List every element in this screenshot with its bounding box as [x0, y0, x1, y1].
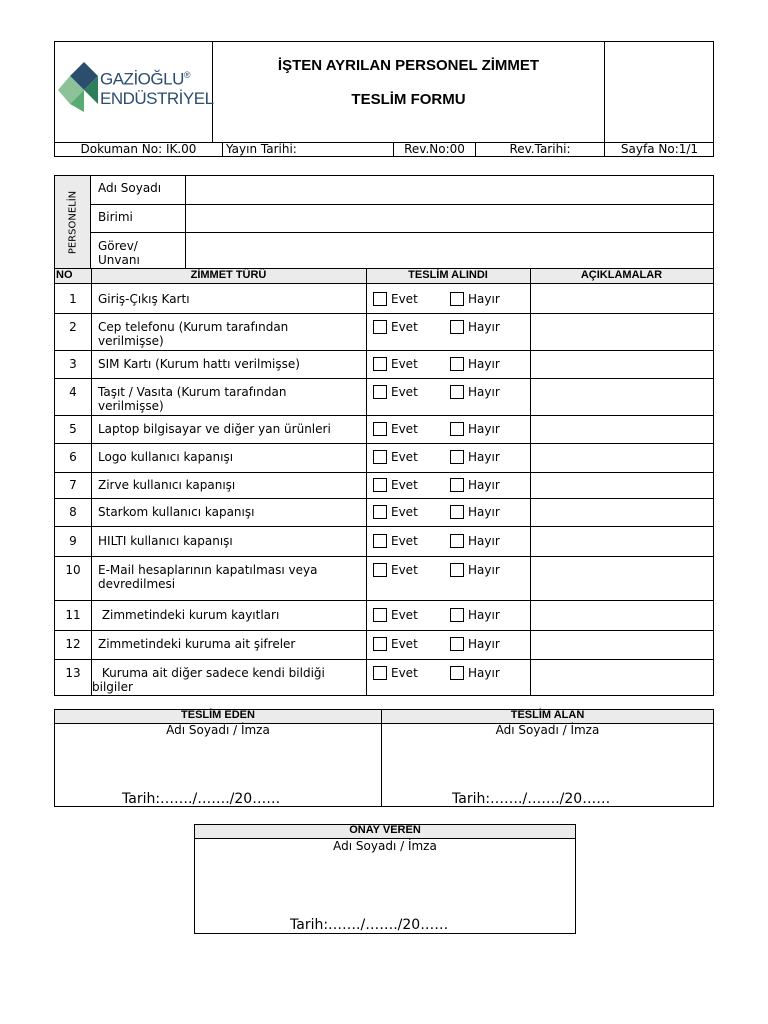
evet-checkbox[interactable] — [373, 292, 387, 306]
unit-field[interactable] — [187, 205, 712, 231]
row-notes-cell[interactable] — [532, 499, 712, 525]
evet-checkbox[interactable] — [373, 478, 387, 492]
personnel-side-label: PERSONELİN — [67, 190, 79, 255]
evet-label: Evet — [391, 637, 418, 651]
row-item-line1: SIM Kartı (Kurum hattı verilmişse) — [98, 357, 300, 371]
name-label: Adı Soyadı — [98, 181, 162, 195]
giver-title: TESLİM EDEN — [181, 709, 255, 721]
hayir-label: Hayır — [468, 292, 500, 306]
evet-option[interactable] — [373, 357, 418, 371]
row-number: 7 — [69, 478, 77, 492]
col-received-header: TESLİM ALINDI — [408, 269, 488, 281]
row-item-line1: HILTI kullanıcı kapanışı — [98, 534, 233, 548]
col-notes-header: AÇIKLAMALAR — [580, 269, 663, 281]
hayir-option[interactable] — [450, 608, 500, 622]
row-number: 11 — [65, 608, 81, 622]
evet-option[interactable] — [373, 637, 418, 651]
evet-option[interactable] — [373, 478, 418, 492]
hayir-checkbox[interactable] — [450, 385, 464, 399]
hayir-checkbox[interactable] — [450, 422, 464, 436]
approver-title: ONAY VEREN — [349, 824, 421, 836]
approver-date[interactable]: Tarih:……./……./20…… — [290, 917, 449, 933]
row-notes-cell[interactable] — [532, 416, 712, 442]
row-item-line1: Kuruma ait diğer sadece kendi bildiği — [98, 666, 325, 680]
evet-option[interactable] — [373, 666, 418, 680]
evet-label: Evet — [391, 292, 418, 306]
evet-option[interactable] — [373, 320, 418, 334]
hayir-option[interactable] — [450, 637, 500, 651]
evet-checkbox[interactable] — [373, 357, 387, 371]
title-label-line2: Unvanı — [98, 253, 140, 267]
row-number: 4 — [69, 385, 77, 399]
receiver-date[interactable]: Tarih:……./……./20…… — [452, 791, 611, 807]
title-field[interactable] — [187, 233, 712, 267]
evet-label: Evet — [391, 478, 418, 492]
row-number: 1 — [69, 292, 77, 306]
receiver-title: TESLİM ALAN — [510, 709, 585, 721]
evet-option[interactable] — [373, 563, 418, 577]
row-notes-cell[interactable] — [532, 601, 712, 629]
row-notes-cell[interactable] — [532, 527, 712, 555]
hayir-checkbox[interactable] — [450, 637, 464, 651]
row-notes-cell[interactable] — [532, 660, 712, 694]
evet-checkbox[interactable] — [373, 505, 387, 519]
approver-name-sign: Adı Soyadı / İmza — [333, 839, 437, 853]
row-notes-cell[interactable] — [532, 351, 712, 377]
evet-label: Evet — [391, 422, 418, 436]
row-item-line1: Zimmetindeki kuruma ait şifreler — [98, 637, 296, 651]
hayir-label: Hayır — [468, 385, 500, 399]
evet-label: Evet — [391, 505, 418, 519]
hayir-label: Hayır — [468, 478, 500, 492]
hayir-checkbox[interactable] — [450, 505, 464, 519]
evet-label: Evet — [391, 534, 418, 548]
evet-label: Evet — [391, 563, 418, 577]
evet-option[interactable] — [373, 422, 418, 436]
evet-label: Evet — [391, 357, 418, 371]
name-field[interactable] — [187, 177, 712, 203]
doc-number: Dokuman No: IK.00 — [80, 142, 197, 156]
evet-checkbox[interactable] — [373, 385, 387, 399]
giver-name-sign: Adı Soyadı / İmza — [166, 723, 270, 737]
hayir-option[interactable] — [450, 666, 500, 680]
row-notes-cell[interactable] — [532, 631, 712, 658]
row-item-line1: Zirve kullanıcı kapanışı — [98, 478, 236, 492]
hayir-option[interactable] — [450, 450, 500, 464]
page-number: Sayfa No:1/1 — [620, 142, 699, 156]
company-logo — [58, 60, 214, 114]
hayir-label: Hayır — [468, 320, 500, 334]
hayir-option[interactable] — [450, 478, 500, 492]
title-label-line1: Görev/ — [98, 239, 138, 253]
evet-checkbox[interactable] — [373, 563, 387, 577]
hayir-option[interactable] — [450, 357, 500, 371]
hayir-label: Hayır — [468, 534, 500, 548]
col-type-header: ZİMMET TÜRÜ — [190, 269, 267, 281]
row-item-line1: Starkom kullanıcı kapanışı — [98, 505, 255, 519]
hayir-label: Hayır — [468, 608, 500, 622]
giver-date[interactable]: Tarih:……./……./20…… — [122, 791, 281, 807]
row-notes-cell[interactable] — [532, 379, 712, 414]
hayir-label: Hayır — [468, 563, 500, 577]
hayir-option[interactable] — [450, 292, 500, 306]
row-item-line1: E-Mail hesaplarının kapatılması veya — [98, 563, 318, 577]
hayir-label: Hayır — [468, 666, 500, 680]
col-no-header: NO — [56, 269, 73, 281]
row-notes-cell[interactable] — [532, 444, 712, 471]
evet-label: Evet — [391, 608, 418, 622]
header-divider-right — [604, 41, 605, 143]
hayir-label: Hayır — [468, 422, 500, 436]
evet-label: Evet — [391, 385, 418, 399]
hayir-checkbox[interactable] — [450, 608, 464, 622]
row-item-line1: Taşıt / Vasıta (Kurum tarafından — [98, 385, 287, 399]
evet-option[interactable] — [373, 292, 418, 306]
hayir-label: Hayır — [468, 450, 500, 464]
evet-option[interactable] — [373, 385, 418, 399]
logo-mark-icon — [58, 62, 102, 112]
evet-label: Evet — [391, 666, 418, 680]
evet-checkbox[interactable] — [373, 422, 387, 436]
row-item-line1: Logo kullanıcı kapanışı — [98, 450, 234, 464]
hayir-checkbox[interactable] — [450, 450, 464, 464]
hayir-checkbox[interactable] — [450, 478, 464, 492]
row-item-line1: Giriş-Çıkış Kartı — [98, 292, 190, 306]
revision-date: Rev.Tarihi: — [509, 142, 571, 156]
evet-checkbox[interactable] — [373, 666, 387, 680]
form-title-line1: İŞTEN AYRILAN PERSONEL ZİMMET — [277, 57, 540, 74]
row-notes-cell[interactable] — [532, 314, 712, 349]
evet-option[interactable] — [373, 608, 418, 622]
row-notes-cell[interactable] — [532, 286, 712, 312]
hayir-option[interactable] — [450, 505, 500, 519]
hayir-checkbox[interactable] — [450, 320, 464, 334]
hayir-checkbox[interactable] — [450, 534, 464, 548]
row-number: 12 — [65, 637, 81, 651]
hayir-label: Hayır — [468, 505, 500, 519]
row-number: 6 — [69, 450, 77, 464]
evet-checkbox[interactable] — [373, 534, 387, 548]
row-item-line2: devredilmesi — [98, 577, 176, 591]
publish-date: Yayın Tarihi: — [226, 142, 297, 156]
hayir-option[interactable] — [450, 320, 500, 334]
hayir-label: Hayır — [468, 637, 500, 651]
evet-option[interactable] — [373, 450, 418, 464]
row-number: 9 — [69, 534, 77, 548]
row-number: 2 — [69, 320, 77, 334]
evet-checkbox[interactable] — [373, 608, 387, 622]
row-notes-cell[interactable] — [532, 557, 712, 599]
evet-checkbox[interactable] — [373, 637, 387, 651]
receiver-name-sign: Adı Soyadı / İmza — [495, 723, 600, 737]
evet-checkbox[interactable] — [373, 320, 387, 334]
row-notes-cell[interactable] — [532, 473, 712, 497]
hayir-option[interactable] — [450, 422, 500, 436]
row-number: 3 — [69, 357, 77, 371]
row-item-line1: Cep telefonu (Kurum tarafından — [98, 320, 289, 334]
hayir-label: Hayır — [468, 357, 500, 371]
evet-label: Evet — [391, 450, 418, 464]
revision-number: Rev.No:00 — [404, 142, 465, 156]
row-number: 13 — [65, 666, 81, 680]
hayir-option[interactable] — [450, 534, 500, 548]
hayir-option[interactable] — [450, 563, 500, 577]
evet-option[interactable] — [373, 534, 418, 548]
hayir-checkbox[interactable] — [450, 292, 464, 306]
unit-label: Birimi — [98, 210, 133, 224]
hayir-option[interactable] — [450, 385, 500, 399]
row-number: 5 — [69, 422, 77, 436]
hayir-checkbox[interactable] — [450, 357, 464, 371]
logo-wordmark: GAZİOĞLU® ENDÜSTRİYEL — [100, 69, 214, 108]
evet-option[interactable] — [373, 505, 418, 519]
hayir-checkbox[interactable] — [450, 563, 464, 577]
evet-checkbox[interactable] — [373, 450, 387, 464]
row-number: 10 — [65, 563, 81, 577]
row-number: 8 — [69, 505, 77, 519]
row-item-line1: Laptop bilgisayar ve diğer yan ürünleri — [98, 422, 331, 436]
row-item-line2: verilmişse) — [98, 334, 164, 348]
row-item-line2: verilmişse) — [98, 399, 164, 413]
row-item-line1: Zimmetindeki kurum kayıtları — [98, 608, 280, 622]
evet-label: Evet — [391, 320, 418, 334]
form-title-line2: TESLİM FORMU — [351, 91, 466, 108]
hayir-checkbox[interactable] — [450, 666, 464, 680]
row-item-line2: bilgiler — [92, 680, 133, 694]
